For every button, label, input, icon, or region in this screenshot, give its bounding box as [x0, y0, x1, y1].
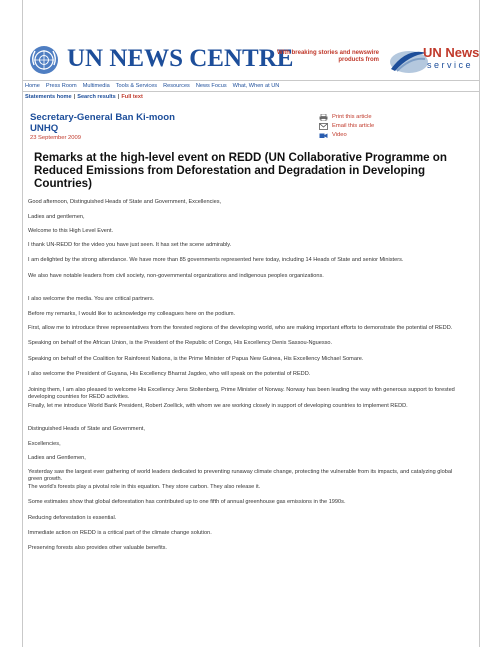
site-logo-text[interactable]: UN NEWS CENTRE [67, 45, 294, 72]
article-paragraph: The world's forests play a pivotal role in this equation. They store carbon. They also release it. [28, 484, 261, 490]
article-paragraph: I thank UN-REDD for the video you have just seen. It has set the scene admirably. [28, 242, 232, 248]
article-paragraph: Joining them, I am also pleased to welcome His Excellency Jens Stoltenberg, Prime Minister of Norway. Norway has been leading the way with generous support to forested developing countries for REDD activities. [28, 387, 455, 401]
article-paragraph: Excellencies, [28, 441, 61, 447]
nav-multimedia[interactable]: Multimedia [82, 83, 110, 89]
nav-tools-services[interactable]: Tools & Services [115, 83, 158, 89]
video-camera-icon [319, 132, 328, 139]
search-results-link[interactable]: Search results [77, 94, 116, 100]
article-paragraph: I also welcome the President of Guyana, His Excellency Bharrat Jagdeo, who will speak on the potential of REDD. [28, 371, 311, 377]
article-date: 23 September 2009 [30, 135, 81, 141]
print-article-link[interactable]: Print this article [332, 114, 372, 120]
article-paragraph: Welcome to this High Level Event. [28, 228, 114, 234]
article-paragraph: Yesterday saw the largest ever gathering of world leaders dedicated to preventing runaway climate change, protecting the vulnerable from its impacts, and catalyzing global green growth. [28, 469, 453, 483]
article-paragraph: Speaking on behalf of the African Union, is the President of the Republic of Congo, His Excellency Denis Sassou-Nguesso. [28, 340, 333, 346]
statements-home-link[interactable]: Statements home [25, 94, 72, 100]
article-paragraph: First, allow me to introduce three representatives from the forested regions of the developing world, who are making important efforts to demonstrate the potential of REDD. [28, 325, 453, 331]
article-paragraph: Reducing deforestation is essential. [28, 515, 117, 521]
video-tool[interactable] [319, 131, 374, 139]
print-tool[interactable] [319, 113, 374, 121]
article-paragraph: Finally, let me introduce World Bank President, Robert Zoellick, with whom we are working closely in support of developing countries to implement REDD. [28, 403, 408, 409]
breadcrumb [25, 94, 143, 100]
article-paragraph: I also welcome the media. You are critical partners. [28, 296, 155, 302]
article-paragraph: Good afternoon, Distinguished Heads of State and Government, Excellencies, [28, 199, 222, 205]
header-tagline: With breaking stories and newswire products from [277, 50, 379, 63]
service-logo-un-news[interactable]: UN News [423, 45, 480, 60]
article-paragraph: We also have notable leaders from civil society, non-governmental organizations and indigenous peoples organizations. [28, 273, 324, 279]
article-paragraph: Ladies and gentlemen, [28, 214, 85, 220]
author-org: UNHQ [30, 123, 59, 134]
article-paragraph: I am delighted by the strong attendance. We have more than 85 governments represented here today, including 14 Heads of State and senior Ministers. [28, 257, 404, 263]
breadcrumb-separator: | [117, 94, 120, 100]
nav-home[interactable]: Home [25, 83, 40, 89]
nav-resources[interactable]: Resources [163, 83, 190, 89]
nav-news-focus[interactable]: News Focus [195, 83, 227, 89]
un-emblem-icon[interactable] [29, 45, 59, 75]
byline [30, 112, 175, 143]
article-headline: Remarks at the high-level event on REDD (UN Collaborative Programme on Reduced Emissions from Deforestation and Degradation in Developing Countries) [34, 151, 447, 190]
email-tool[interactable] [319, 122, 374, 130]
full-text-link[interactable]: Full text [121, 94, 143, 100]
service-logo-service: service [427, 60, 474, 70]
article-paragraph: Preserving forests also provides other valuable benefits. [28, 545, 167, 551]
main-nav [23, 80, 479, 92]
page-frame [22, 0, 480, 647]
article-paragraph: Distinguished Heads of State and Government, [28, 426, 145, 432]
nav-what-when[interactable]: What, When at UN [232, 83, 280, 89]
nav-press-room[interactable]: Press Room [45, 83, 77, 89]
author-title: Secretary-General Ban Ki-moon [30, 112, 176, 123]
article-paragraph: Before my remarks, I would like to acknowledge my colleagues here on the podium. [28, 311, 236, 317]
video-link[interactable]: Video [332, 132, 347, 138]
article-paragraph: Immediate action on REDD is a critical part of the climate change solution. [28, 530, 212, 536]
article-paragraph: Speaking on behalf of the Coalition for Rainforest Nations, is the Prime Minister of Papua New Guinea, His Excellency Michael Somare. [28, 356, 364, 362]
envelope-icon [319, 123, 328, 130]
article-tools [319, 113, 374, 140]
email-article-link[interactable]: Email this article [332, 123, 375, 129]
article-paragraph: Ladies and Gentlemen, [28, 455, 86, 461]
breadcrumb-separator: | [73, 94, 76, 100]
site-header [23, 42, 479, 76]
printer-icon [319, 114, 328, 121]
article-paragraph: Some estimates show that global deforestation has contributed up to one fifth of annual greenhouse gas emissions in the 1990s. [28, 499, 346, 505]
